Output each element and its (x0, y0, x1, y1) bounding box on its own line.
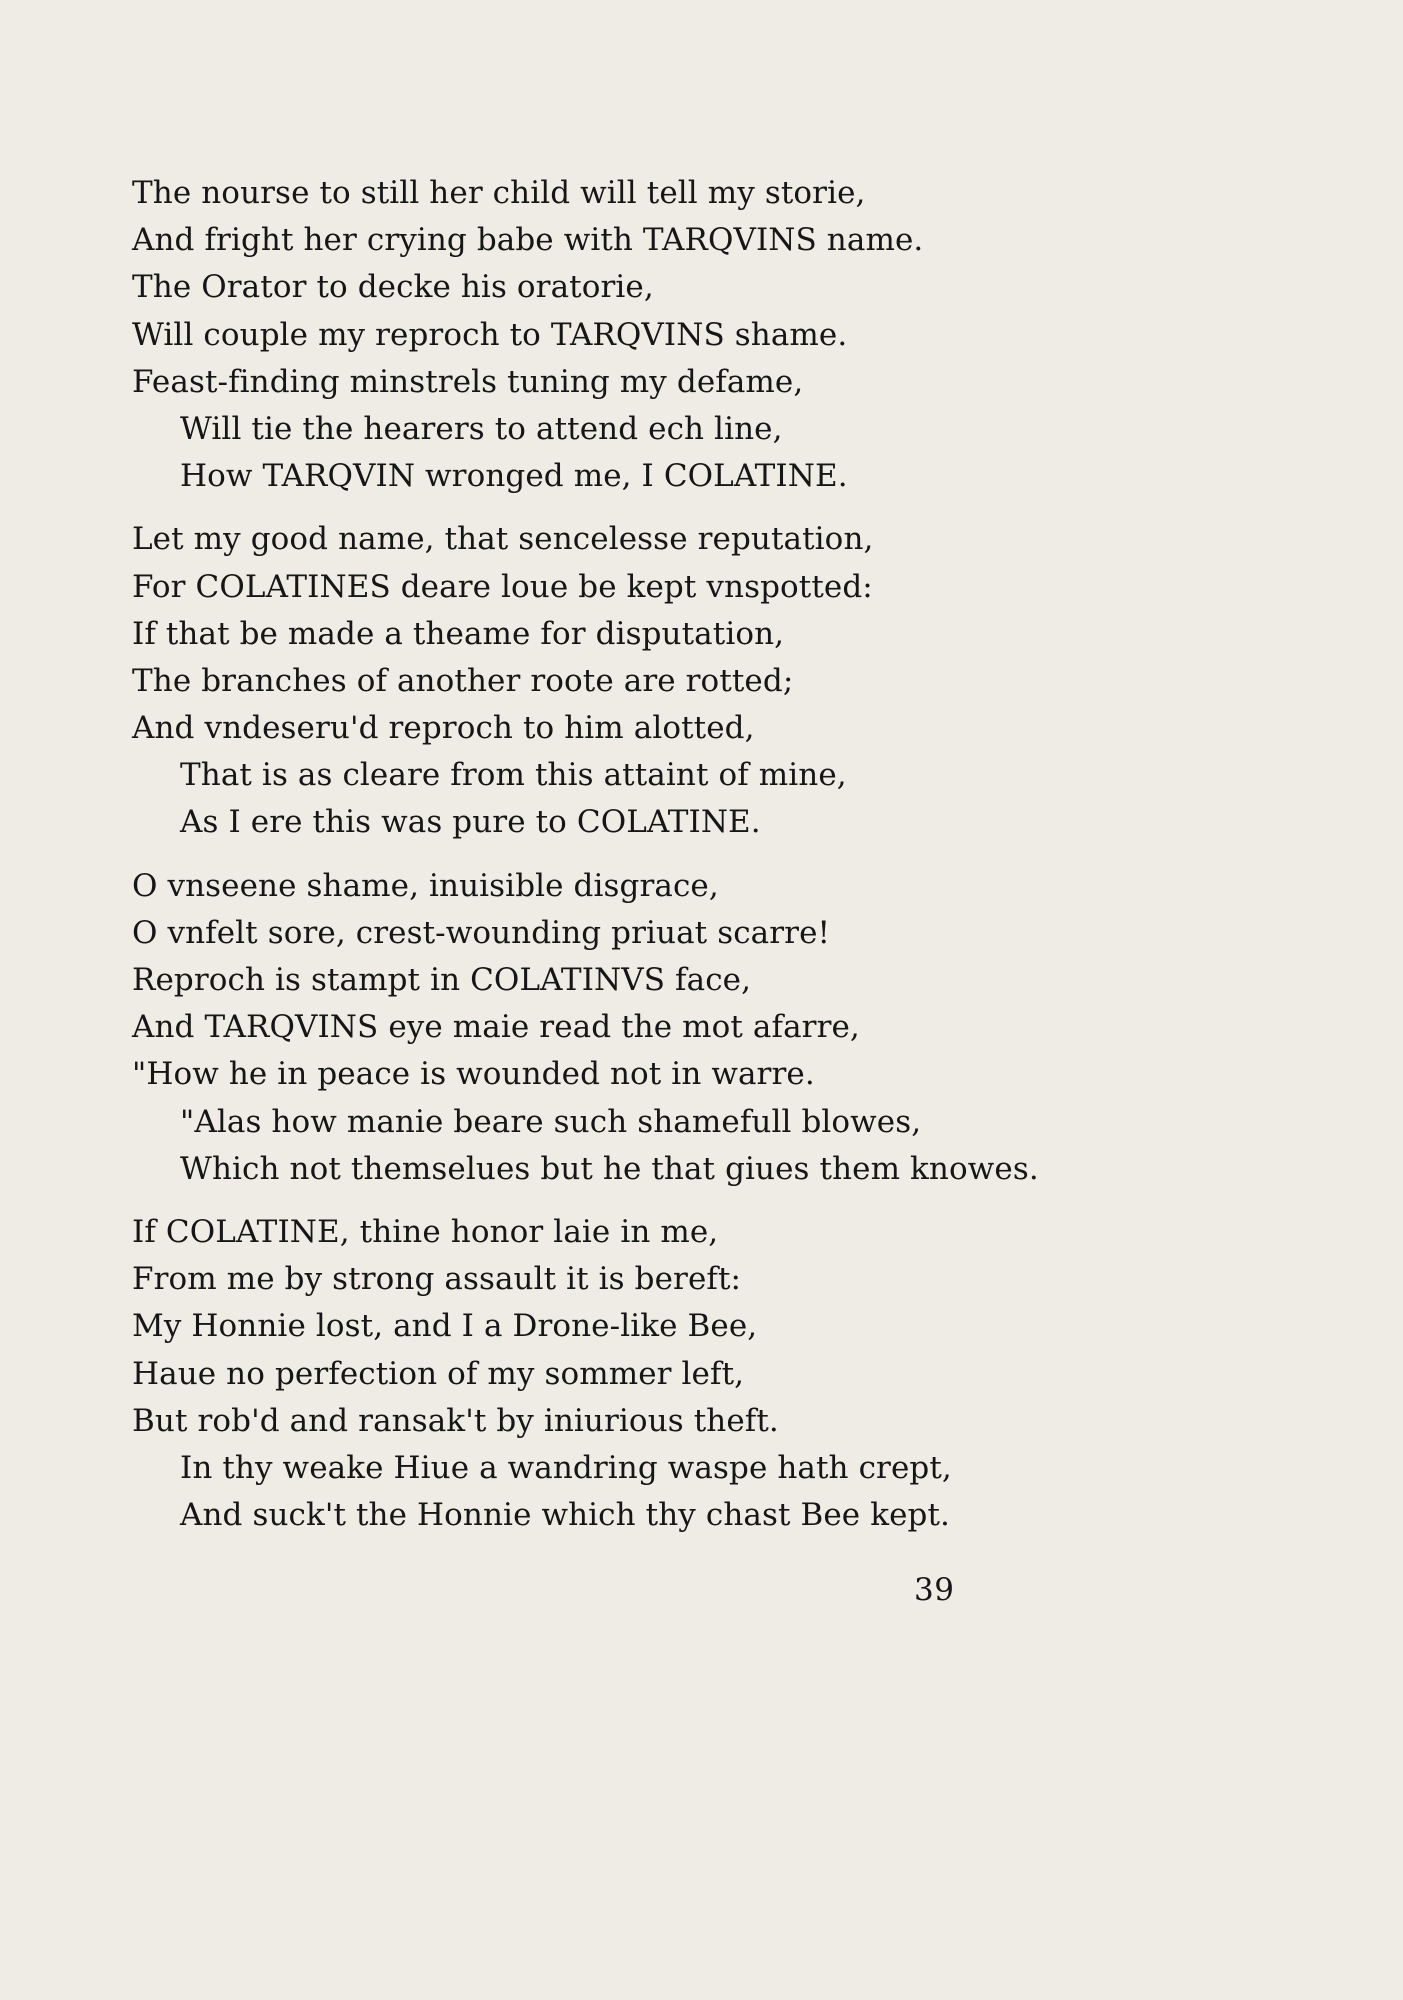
poem-line: O vnfelt sore, crest-wounding priuat scarre! (132, 914, 831, 951)
poem-line: Reproch is stampt in COLATINVS face, (132, 962, 752, 998)
poem-line: "How he in peace is wounded not in warre. (132, 1056, 815, 1093)
poem-line: My Honnie lost, and I a Drone-like Bee, (132, 1308, 758, 1345)
poem-line: Will couple my reproch to TARQVINS shame. (132, 316, 848, 353)
indented-poem-line: Will tie the hearers to attend ech line, (180, 410, 783, 447)
indented-poem-line: How TARQVIN wronged me, I COLATINE. (180, 458, 848, 495)
poem-line: From me by strong assault it is bereft: (132, 1261, 742, 1298)
poem-line: The Orator to decke his oratorie, (132, 269, 654, 306)
poem-line: Feast-finding minstrels tuning my defame, (132, 363, 804, 400)
page-number: 39 (914, 1572, 955, 1608)
poem-line: The branches of another roote are rotted; (132, 662, 794, 699)
poem-line: But rob'd and ransak't by iniurious theft. (132, 1402, 779, 1439)
poem-line: For COLATINES deare loue be kept vnspotted: (132, 568, 873, 605)
stanza-4 (132, 1209, 1282, 1539)
indented-poem-line: Which not themselues but he that giues them knowes. (180, 1150, 1039, 1187)
poem-line: And TARQVINS eye maie read the mot afarre, (132, 1009, 860, 1046)
poem-line: The nourse to still her child will tell my storie, (132, 175, 866, 211)
stanza-3 (132, 863, 1282, 1193)
indented-poem-line: And suck't the Honnie which thy chast Bee kept. (180, 1497, 950, 1534)
poem-line: If that be made a theame for disputation, (132, 615, 785, 652)
poem-line: O vnseene shame, inuisible disgrace, (132, 867, 719, 904)
stanza-1 (132, 170, 1282, 500)
indented-poem-line: As I ere this was pure to COLATINE. (180, 804, 761, 841)
poem-line: And fright her crying babe with TARQVINS name. (132, 222, 924, 259)
indented-poem-line: That is as cleare from this attaint of mine, (180, 757, 847, 794)
indented-poem-line: "Alas how manie beare such shamefull blowes, (180, 1103, 922, 1140)
poem-text (132, 170, 1282, 1539)
indented-poem-line: In thy weake Hiue a wandring waspe hath crept, (180, 1449, 952, 1486)
poem-line: Haue no perfection of my sommer left, (132, 1355, 745, 1392)
poem-line: And vndeseru'd reproch to him alotted, (132, 710, 755, 747)
poem-line: If COLATINE, thine honor laie in me, (132, 1213, 719, 1250)
poem-line: Let my good name, that sencelesse reputation, (132, 521, 874, 558)
stanza-2 (132, 516, 1282, 846)
